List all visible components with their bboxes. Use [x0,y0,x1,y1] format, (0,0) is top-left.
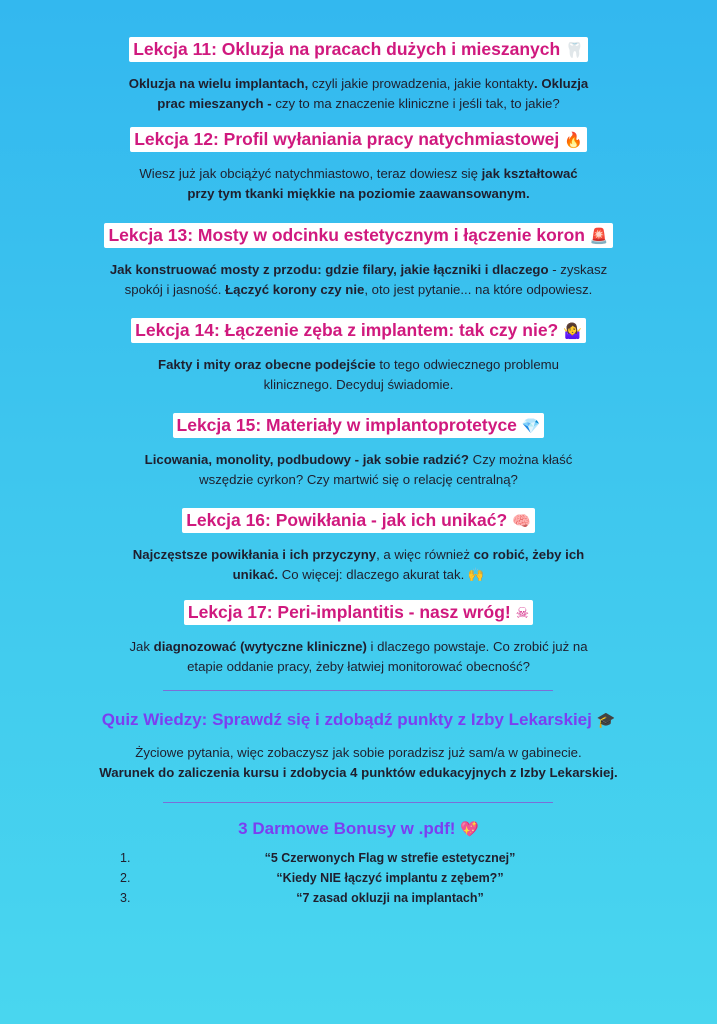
lesson-description [0,545,717,585]
description-line [0,375,717,395]
lesson-description [0,450,717,490]
description-text: , a więc również [376,547,474,562]
description-line [0,545,717,565]
description-line [0,355,717,375]
quiz-line-2: Warunek do zaliczenia kursu i zdobycia 4 punktów edukacyjnych z Izby Lekarskiej. [99,765,618,780]
description-bold-text: Jak konstruować mosty z przodu: gdzie filary, jakie łączniki i dlaczego [109,262,549,277]
lesson-title [182,508,535,533]
bonus-title-text: 3 Darmowe Bonusy w .pdf! [238,819,456,838]
lesson-title-text: Lekcja 16: Powikłania - jak ich unikać? [186,510,508,530]
description-bold-text: Okluzja na wielu implantach, [128,76,309,91]
description-line [0,184,717,204]
lesson-block [0,37,717,114]
description-text: spokój i jasność. [124,282,226,297]
lesson-description [0,164,717,204]
description-bold-text: Fakty i mity oraz obecne podejście [158,357,376,372]
description-text: Czy można kłaść [469,452,573,467]
brain-icon: 🧠 [512,512,531,530]
description-text: wszędzie cyrkon? Czy martwić się o relację centralną? [199,472,518,487]
lesson-title [184,600,533,625]
bonus-number: 1. [120,851,131,865]
bonus-list [120,848,600,908]
description-text: etapie oddanie pracy, żeby łatwiej monitorować obecność? [187,659,530,674]
description-text: Jak [129,639,154,654]
graduation-cap-icon: 🎓 [596,711,616,729]
description-text: czy to ma znaczenie kliniczne i jeśli tak, to jakie? [275,96,560,111]
description-line [0,565,717,585]
description-line [0,637,717,657]
description-bold-text: Najczęstsze powikłania i ich przyczyny [132,547,377,562]
description-text: , oto jest pytanie... na które odpowiesz. [364,282,593,297]
description-text: i dlaczego powstaje. Co zrobić już na [366,639,588,654]
bonus-text: “5 Czerwonych Flag w strefie estetycznej” [264,851,516,865]
lesson-title-text: Lekcja 17: Peri-implantitis - nasz wróg! [187,602,511,622]
lesson-block [0,600,717,677]
description-text: to tego odwiecznego problemu [375,357,559,372]
description-text: klinicznego. Decyduj świadomie. [263,377,454,392]
bonus-number: 3. [120,891,131,905]
lesson-description [0,355,717,395]
divider [163,690,553,691]
description-bold-text: jak kształtować [481,166,578,181]
sparkling-heart-icon: 💖 [460,820,479,838]
description-line [0,657,717,677]
description-text: Wiesz już jak obciążyć natychmiastowo, teraz dowiesz się [139,166,482,181]
lesson-title [131,318,586,343]
quiz-line-1: Życiowe pytania, więc zobaczysz jak sobie poradzisz już sam/a w gabinecie. [135,745,582,760]
bonus-item [120,868,600,888]
lesson-title [104,223,612,248]
description-line [0,74,717,94]
lesson-block [0,508,717,585]
lesson-block [0,127,717,204]
bonus-text: “7 zasad okluzji na implantach” [296,891,484,905]
quiz-title [0,708,717,732]
lesson-block [0,223,717,300]
description-line [0,164,717,184]
bonus-title [0,817,717,841]
bonus-item [120,848,600,868]
lesson-title-text: Lekcja 14: Łączenie zęba z implantem: tak czy nie? [135,320,559,340]
description-line [0,470,717,490]
lesson-title-text: Lekcja 12: Profil wyłaniania pracy natychmiastowej [134,129,560,149]
description-text: Co więcej: dlaczego akurat tak. 🙌 [278,567,485,582]
description-bold-text: przy tym tkanki miękkie na poziomie zaawansowanym. [187,186,530,201]
lesson-description [0,74,717,114]
divider [163,802,553,803]
lesson-title [130,127,587,152]
lesson-title [129,37,588,62]
skull-icon: ☠ [515,604,530,622]
bonus-item [120,888,600,908]
tooth-icon: 🦷 [565,41,584,59]
description-line [0,280,717,300]
siren-icon: 🚨 [589,227,609,245]
description-bold-text: diagnozować (wytyczne kliniczne) [153,639,367,654]
fire-icon: 🔥 [564,131,583,149]
lesson-block [0,413,717,490]
description-line [0,260,717,280]
quiz-title-text: Quiz Wiedzy: Sprawdź się i zdobądź punkty z Izby Lekarskiej [101,710,592,729]
description-bold-text: unikać. [232,567,279,582]
description-text: czyli jakie prowadzenia, jakie kontakty [308,76,535,91]
lesson-title-text: Lekcja 11: Okluzja na pracach dużych i mieszanych [133,39,561,59]
description-bold-text: co robić, żeby ich [473,547,585,562]
gem-icon: 💎 [521,417,541,435]
bonus-text: “Kiedy NIE łączyć implantu z zębem?” [276,871,504,885]
lesson-title-text: Lekcja 15: Materiały w implantoprotetyce [176,415,517,435]
description-bold-text: . Okluzja [534,76,589,91]
lesson-description [0,637,717,677]
description-bold-text: prac mieszanych - [157,96,276,111]
description-bold-text: Łączyć korony czy nie [225,282,365,297]
lesson-block [0,318,717,395]
description-line [0,94,717,114]
lesson-description [0,260,717,300]
shrug-icon: 🤷‍♀ [563,322,582,340]
description-line [0,450,717,470]
description-text: - zyskasz [548,262,608,277]
description-bold-text: Licowania, monolity, podbudowy - jak sobie radzić? [144,452,469,467]
bonus-number: 2. [120,871,131,885]
lesson-title [173,413,545,438]
lesson-title-text: Lekcja 13: Mosty w odcinku estetycznym i łączenie koron [108,225,585,245]
